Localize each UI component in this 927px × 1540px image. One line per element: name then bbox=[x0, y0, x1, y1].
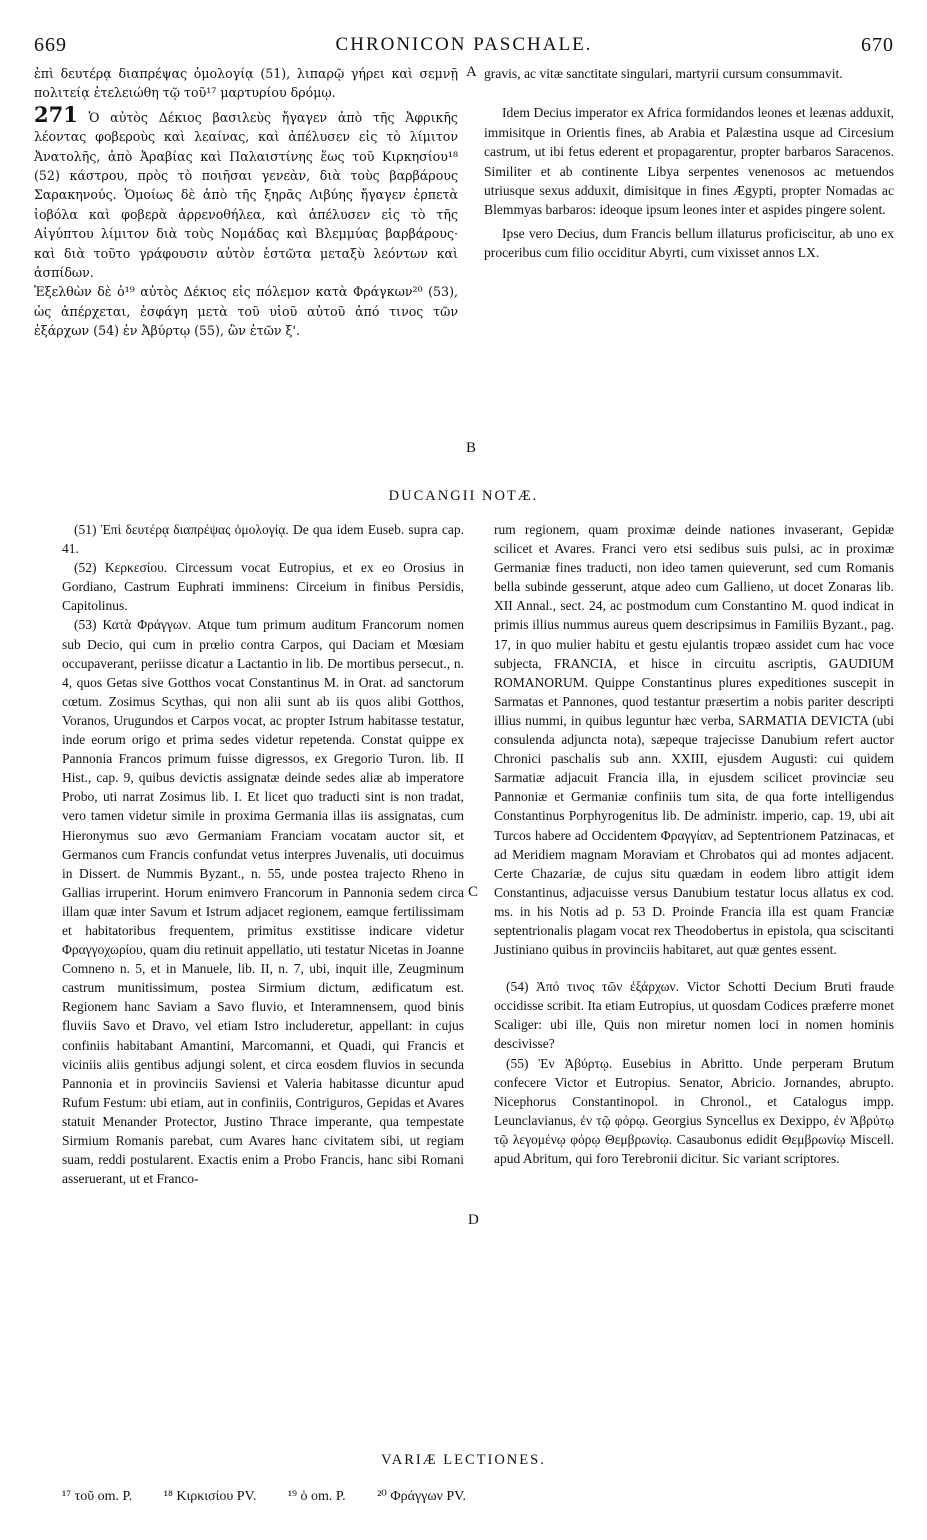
note-51: (51) Ἐπὶ δευτέρᾳ διαπρέψας ὁμολογίᾳ. De qua idem Euseb. supra cap. 41. bbox=[62, 522, 464, 557]
greek-paragraph-2: Ὁ αὐτὸς Δέκιος βασιλεὺς ἤγαγεν ἀπὸ τῆς Ἀφρικῆς λέοντας φοβεροὺς καὶ λεαίνας, καὶ ἀπέλυσεν εἰς τὸ λίμιτον Ἀνατολῆς, ἀπὸ Ἀραβίας καὶ Παλαιστίνης ἕως τοῦ Κιρκησίου¹⁸ (52) κάστρου, πρὸς τὸ ποιῆσαι γενεὰν, διὰ τοὺς βαρβάρους Σαρακηνούς. Ὁμοίως δὲ ἀπὸ τῆς ξηρᾶς Λιβύης ἤγαγεν ἑρπετὰ ἰοβόλα καὶ φοβερὰ ἀρρενοθήλεα, καὶ ἀπέλυσεν εἰς τὸ τῆς Αἰγύπτου λίμιτον διὰ τοὺς Νομάδας καὶ Βλεμμύας βαρβάρους· καὶ διὰ τοῦτο γράφουσιν αὐτὸν ἑστῶτα μεταξὺ λεόντων καὶ ἀσπίδων. bbox=[34, 109, 458, 281]
note-54: (54) Ἀπό τινος τῶν ἐξάρχων. Victor Schotti Decium Bruti fraude occidisse scribit. Ita etiam Eutropius, ut quosdam Codices præferre monet Scaliger: ubi ille, Quis non miretur nomen loci in nomen hominis descivisse? bbox=[494, 979, 894, 1052]
variant-17: ¹⁷ τοῦ om. P. bbox=[62, 1489, 133, 1504]
margin-letter-c: C bbox=[468, 884, 479, 900]
variae-title: VARIÆ LECTIONES. bbox=[381, 1452, 546, 1468]
greek-paragraph-2-wrapper bbox=[34, 101, 458, 283]
margin-letter-a: A bbox=[466, 64, 477, 80]
variae-lectiones bbox=[62, 1488, 494, 1505]
latin-column bbox=[484, 64, 894, 263]
margin-letter-d: D bbox=[468, 1212, 479, 1228]
latin-paragraph-1: gravis, ac vitæ sanctitate singulari, martyrii cursum consummavit. bbox=[484, 66, 843, 81]
latin-paragraph-3: Ipse vero Decius, dum Francis bellum illaturus proficiscitur, ab uno ex proceribus cum filio occiditur Abyrti, cum vixisset annos LX. bbox=[484, 225, 894, 261]
margin-letter-b: B bbox=[466, 440, 477, 456]
running-header bbox=[34, 34, 894, 58]
note-52: (52) Κερκεσίου. Circessum vocat Eutropius, et ex eo Orosius in Gordiano, Castrum Euphrati imminens: Circeium in finibus Persidis, Capitolinus. bbox=[62, 560, 464, 614]
greek-paragraph-1: ἐπὶ δευτέρᾳ διαπρέψας ὁμολογίᾳ (51), λιπαρῷ γήρει καὶ σεμνῇ πολιτείᾳ ἐτελειώθη τῷ τοῦ¹⁷ μαρτυρίου δρόμῳ. bbox=[34, 66, 458, 101]
variant-18: ¹⁸ Κιρκισίου PV. bbox=[163, 1489, 257, 1504]
note-55: (55) Ἐν Ἀβύρτῳ. Eusebius in Abritto. Unde perperam Brutum confecere Victor et Eutropius. Senator, Abricio. Jornandes, abrupto. Nicephorus Constantinopol. in Chronol., et Catalogus impp. Leunclavianus, ἐν τῷ φόρῳ. Georgius Syncellus ex Dexippo, ἐν Ἀβρύτῳ τῷ λεγομένῳ φόρῳ Θεμβρωνίῳ. Casaubonus edidit Θεμβρωνίῳ Miscell. apud Abritum, qui foro Terebronii dicitur. Sic variant scriptores. bbox=[494, 1055, 894, 1166]
running-title: CHRONICON PASCHALE. bbox=[335, 34, 593, 55]
greek-column bbox=[34, 64, 458, 341]
greek-paragraph-3: Ἐξελθὼν δὲ ὁ¹⁹ αὐτὸς Δέκιος εἰς πόλεμον κατὰ Φράγκων²⁰ (53), ὡς ἀπέρχεται, ἐσφάγη μετὰ τοῦ υἱοῦ αὐτοῦ ἀπό τινος τῶν ἐξάρχων (54) ἐν Ἀβύρτῳ (55), ὢν ἐτῶν ξ'. bbox=[34, 284, 458, 339]
notes-title: DUCANGII NOTÆ. bbox=[388, 488, 539, 504]
latin-paragraph-2: Idem Decius imperator ex Africa formidandos leones et leænas adduxit, immisitque in Orientis fines, ab Arabia et Palæstina usque ad Circesium castrum, ut ibi fetus ederent et propagarentur, propter barbaros Saracenos. Similiter et ab continente Libya serpentes venenosos ac metuendos utriusque sexus adduxit, dimisitque in fines Ægypti, propter Nomadas ac Blemmyas barbaros: ideoque ipsum leones inter et aspides pingere solent. bbox=[484, 105, 894, 218]
note-53: (53) Κατὰ Φράγγων. Atque tum primum auditum Francorum nomen sub Decio, qui cum in prœlio contra Carpos, qui Daciam et Mœsiam occupaverant, periisse dicatur a Lactantio in lib. De mortibus persecut., n. 4, quos Getas sive Gotthos vocat Constantinus M. in Orat. ad sanctorum cœtum. Zosimus Scythas, qui non alii sunt ab iis quos alibi Gotthos, Voranos, Urugundos et Carpos vocat, ac propter Istrum habitasse testatur, inde eorum origo et prima sedes videtur repetenda. Constat quippe ex Pannonia Francos primum fuisse digressos, ex Gregorio Turon. lib. II Hist., cap. 9, quibus devictis assignatæ deinde sedes aliæ ab imperatore Probo, uti narrat Zosimus lib. I. Et licet quo traducti sint is non tradat, vero tamen videtur simile in proxima Germania illas iis assignatas, cum Hieronymus suo ævo Germaniam Franciam vocatam auctor sit, et Germanos cum Francis confundat vetus interpres Juvenalis, uti docuimus in Dissert. de Nummis Byzant., n. 55, unde postea trajecto Rheno in Gallias irruperint. Horum enimvero Francorum in Pannonia sedem circa illam quæ inter Savum et Istrum adjacet regionem, eamque fertilissimam et habitatoribus frequentem, primitus exstitisse indicare videtur Φραγγοχωρίου, quam diu retinuit appellatio, uti testatur Nicetas in Joanne Comneno n. 5, et in Manuele, lib. II, n. 7, ubi, inquit ille, Zeugminum castrum munitissimum, postea Sirmium dictum, ædificatum est. Regionem hanc Saviam a Savo fluvio, et Interamnensem, quod binis fluviis Savo et Dravo, vel etiam Istro includeretur, appellant: in cujus confiniis habitabant Amantini, Marcomanni, et Quadi, qui Francis et viciniis aliis gentibus adjungi solent, et circa eosdem fluvios in secunda Pannonia et in provinciis Saviensi et Valeria habitasse dicuntur apud Rufum Festum: ubi etiam, aut in confiniis, Contriguros, Gepidas et Avares statuit Menander Protector, Justino Thrace imperante, qua tempestate Sirmium Romanis parebat, cum Avares hanc civitatem sibi, ut regiam suam, reddi postularent. Exactis enim a Probo Francis, hanc sibi Romani asseruerant, ut et Franco- bbox=[62, 617, 464, 1187]
notes-right-column bbox=[494, 520, 894, 1168]
notes-left-column bbox=[62, 520, 464, 1188]
variant-19: ¹⁹ ὁ om. P. bbox=[287, 1489, 346, 1504]
section-number: 271 bbox=[34, 101, 78, 127]
page-number-left: 669 bbox=[34, 34, 67, 56]
variant-20: ²⁰ Φράγγων PV. bbox=[377, 1489, 466, 1504]
note-53-continued: rum regionem, quam proximæ deinde nationes invaserant, Gepidæ scilicet et Avares. Franci vero etsi sedibus suis pulsi, ac in proximæ Germaniæ fines traducti, non ideo tamen quieverunt, sed cum Romanis bella subinde gesserunt, atque adeo cum Gallieno, ut docet Zonaras lib. XII Annal., sect. 24, ac postmodum cum Constantino M. quod indicat in primis illius nummus aureus quem descripsimus in Familiis Byzant., pag. 17, in quo mulier habitu et gestu ejulantis tropæo assidet cum hac voce subjecta, FRANCIA, et hisce in circuitu ascriptis, GAUDIUM ROMANORUM. Quippe Constantinus plures expeditiones suscepit in Sarmatas et Pannones, quod testantur præsertim a nobis pariter descripti illius nummi, in quibus leguntur hæc verba, SARMATIA DEVICTA (ubi consulenda adjuncta nota), sæpeque trajecisse Danubium refert auctor Chronici paschalis sub ann. XXIII, ejusdem Augusti: cui quidem Sarmatiæ adjacuit Francia illa, in ejusdem scilicet provinciæ seu Pannoniæ et Germaniæ confiniis tum sita, de qua forte intelligendus Constantinus Porphyrogenitus lib. De administr. imperio, cap. 19, ubi ait Turcos habere ad Occidentem Φραγγίαν, ad Septentrionem Patzinacas, et ad Meridiem magnam Moraviam et Chrobatos qui ad montes adjacent. Certe Chazariæ, de cujus situ quædam in eodem libro attigit idem Constantinus, adjacuisse versus Danubium testatur locus allatus ex cod. ms. in his Notis ad p. 53 D. Proinde Francia illa est quam Franciæ septentrionalis plagam vocat rex Theodobertus in epistola, qua sciscitanti Justiniano quibus in provinciis habitaret, aut quæ gentes essent. bbox=[494, 522, 894, 958]
page-number-right: 670 bbox=[861, 34, 894, 56]
